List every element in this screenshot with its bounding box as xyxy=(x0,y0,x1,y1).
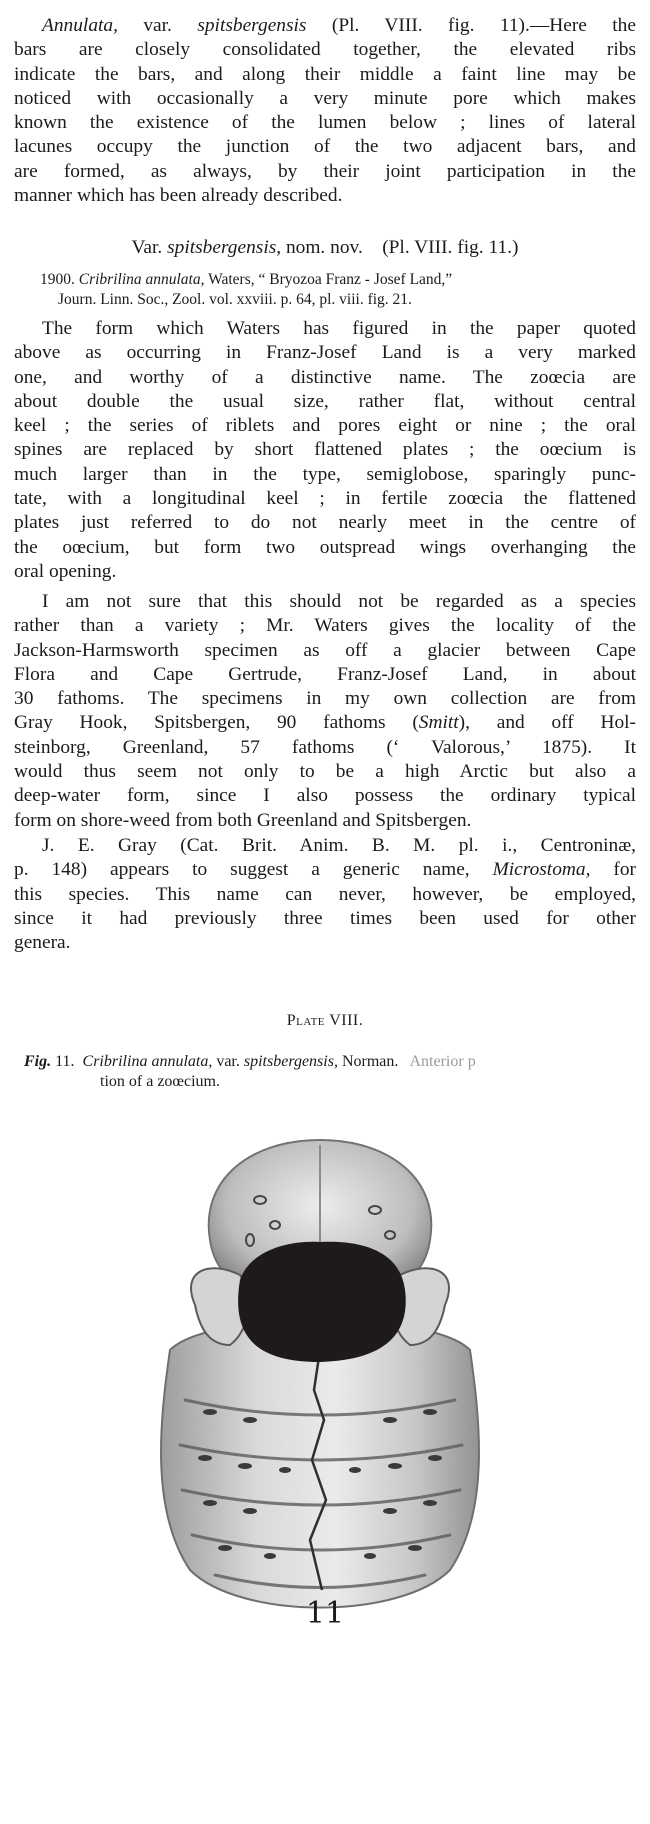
text-line: are formed, as always, by their joint participation in the xyxy=(14,160,636,182)
text-line: this species. This name can never, however, be employed, xyxy=(14,883,636,905)
text-line: form on shore-weed from both Greenland and Spitsbergen. xyxy=(14,809,472,831)
text-line: genera. xyxy=(14,932,71,954)
text-line: lacunes occupy the junction of the two adjacent bars, and xyxy=(14,136,636,158)
paragraph-form xyxy=(14,317,636,584)
text-line: bars are closely consolidated together, the elevated ribs xyxy=(14,39,636,61)
text-line: much larger than in the type, semiglobose, sparingly punc- xyxy=(14,463,636,485)
paragraph-intro xyxy=(14,14,636,208)
text-line: p. 148) appears to suggest a generic name, Microstoma, for xyxy=(14,859,636,881)
caption-line: tion of a zoœcium. xyxy=(100,1073,220,1090)
text-line: spines are replaced by short flattened plates ; the oœcium is xyxy=(14,439,636,461)
text-line: would thus seem not only to be a high Arctic but also a xyxy=(14,761,636,783)
text-line: deep-water form, since I also possess the ordinary typical xyxy=(14,785,636,807)
text-line: The form which Waters has figured in the paper quoted xyxy=(42,318,636,339)
text-line: since it had previously three times been used for other xyxy=(14,907,636,929)
text-line: keel ; the series of riblets and pores eight or nine ; the oral xyxy=(14,415,636,437)
text-line: I am not sure that this should not be regarded as a species xyxy=(42,591,636,612)
text-line: the oœcium, but form two outspread wings overhanging the xyxy=(14,536,636,558)
text-line: above as occurring in Franz-Josef Land is a very marked xyxy=(14,342,636,364)
paragraph-species xyxy=(14,590,636,833)
oral-opening xyxy=(238,1242,406,1362)
paragraph-gray xyxy=(14,834,636,955)
citation-line: Journ. Linn. Soc., Zool. vol. xxviii. p. 64, pl. viii. fig. 21. xyxy=(58,291,412,308)
citation xyxy=(40,270,636,310)
text-line: rather than a variety ; Mr. Waters gives the locality of the xyxy=(14,615,636,637)
figure-caption xyxy=(24,1052,636,1092)
text-line: Flora and Cape Gertrude, Franz-Josef Land, in about xyxy=(14,663,636,685)
text-line: manner which has been already described. xyxy=(14,185,343,207)
zooecium-illustration xyxy=(100,1100,540,1660)
text-line: about double the usual size, rather flat, without central xyxy=(14,390,636,412)
text-line: oral opening. xyxy=(14,560,117,582)
text-line: steinborg, Greenland, 57 fathoms (‘ Valorous,’ 1875). It xyxy=(14,736,636,758)
text-line: known the existence of the lumen below ; lines of lateral xyxy=(14,112,636,134)
text-line: Annulata, var. spitsbergensis (Pl. VIII. fig. 11).—Here the xyxy=(42,15,636,36)
plate-title: Plate VIII. xyxy=(286,1012,364,1029)
text-line: noticed with occasionally a very minute pore which makes xyxy=(14,87,636,109)
citation-line: 1900. Cribrilina annulata, Waters, “ Bryozoa Franz - Josef Land,” xyxy=(40,271,453,288)
text-line: plates just referred to do not nearly meet in the centre of xyxy=(14,512,636,534)
caption-line: Fig. 11. Cribrilina annulata, var. spitsbergensis, Norman. Anterior p xyxy=(24,1053,476,1070)
text-line: J. E. Gray (Cat. Brit. Anim. B. M. pl. i., Centroninæ, xyxy=(42,835,636,856)
text-line: Gray Hook, Spitsbergen, 90 fathoms (Smitt), and off Hol- xyxy=(14,712,637,734)
text-line: Jackson-Harmsworth specimen as off a glacier between Cape xyxy=(14,639,636,661)
figure-number: 11 xyxy=(305,1596,345,1631)
text-line: 30 fathoms. The specimens in my own collection are from xyxy=(14,688,636,710)
text-line: indicate the bars, and along their middle a faint line may be xyxy=(14,63,636,85)
text-line: tate, with a longitudinal keel ; in fertile zoœcia the flattened xyxy=(14,488,636,510)
section-heading: Var. spitsbergensis, nom. nov. (Pl. VIII. fig. 11.) xyxy=(131,237,519,258)
text-line: one, and worthy of a distinctive name. The zoœcia are xyxy=(14,366,636,388)
